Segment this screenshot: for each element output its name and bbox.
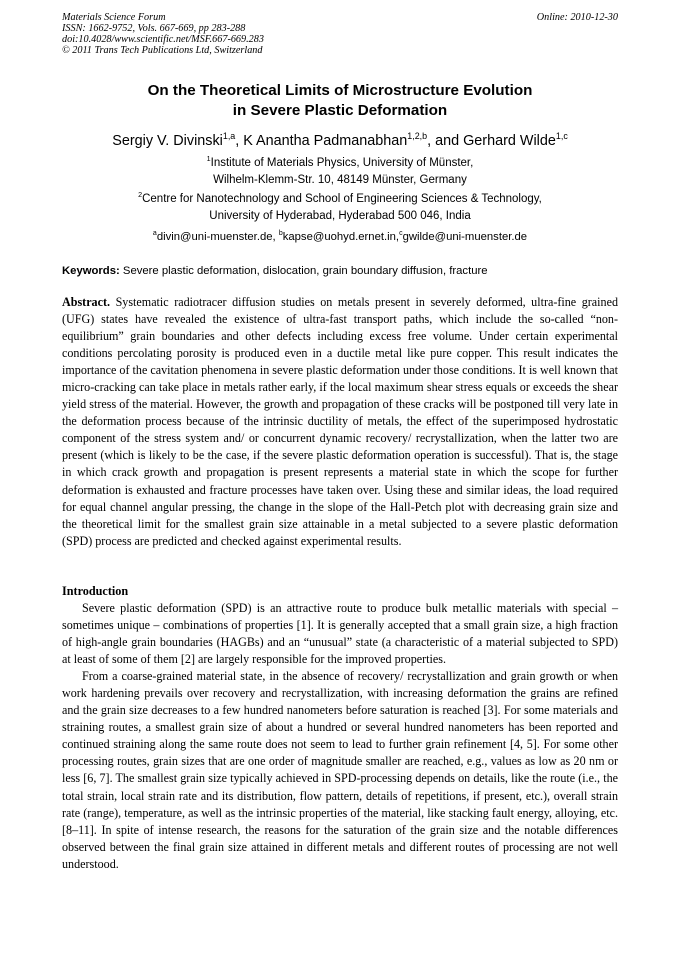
affiliation-2-line-1: Centre for Nanotechnology and School of Engineering Sciences & Technology,	[142, 193, 542, 205]
email-b: kapse@uohyd.ernet.in,	[282, 231, 400, 243]
author-3-affil: 1,c	[555, 131, 568, 142]
email-c: gwilde@uni-muenster.de	[402, 231, 528, 243]
author-emails	[62, 230, 618, 245]
author-3: Gerhard Wilde	[463, 133, 556, 149]
affiliation-2	[62, 191, 618, 225]
author-1-affil: 1,a	[222, 131, 236, 142]
abstract-label: Abstract.	[62, 295, 111, 309]
affiliation-2-line-2: University of Hyderabad, Hyderabad 500 046, India	[209, 210, 471, 222]
keywords-text: Severe plastic deformation, dislocation, grain boundary diffusion, fracture	[119, 265, 488, 277]
author-1: Sergiy V. Divinski	[112, 133, 223, 149]
email-a: divin@uni-muenster.de,	[156, 231, 279, 243]
journal-header	[62, 12, 618, 56]
introduction-paragraph-2: From a coarse-grained material state, in the absence of recovery/ recrystallization and grain growth or when work hardening prevails over recovery and recrystallization, with increasing deformation the grains are refined and the grain size decreases to a few hundred nanometers before saturation is reached [3]. For some materials and straining routes, a smallest grain size of about a hundred or several hundred nanometers has been reported and continued straining along the same route does not seem to lead to further grain refinement [4, 5]. For some other processing routes, grain sizes that are one order of magnitude smaller are reached, e.g., values as low as 20 nm or less [6, 7]. The smallest grain size typically achieved in SPD-processing depends on details, like the route (i.e., the total strain, local strain rate and its distribution, flow pattern, details of repetitions, if present, etc.), overall strain rate (range), temperature, as well as the intrinsic properties of the material, like stacking fault energy, alloying, etc. [8–11]. In spite of intense research, the reasons for the saturation of the grain size and the notable differences observed between the final grain size attained in different metals and different routes of processing are not well understood.	[62, 669, 618, 871]
introduction-paragraph-1: Severe plastic deformation (SPD) is an attractive route to produce bulk metallic materials with special – sometimes unique – combinations of properties [1]. It is generally accepted that a small grain size, a high fraction of high-angle grain boundaries (HAGBs) and an “unusual” state (a characteristic of a material subjected to SPD) at least of some of them [2] are largely responsible for the improved properties.	[62, 601, 618, 667]
keywords	[62, 264, 618, 279]
online-date: Online: 2010-12-30	[536, 12, 618, 23]
copyright-line: © 2011 Trans Tech Publications Ltd, Switzerland	[62, 45, 263, 56]
journal-name: Materials Science Forum	[62, 12, 166, 23]
affiliation-1	[62, 155, 618, 189]
author-sep-2: , and	[427, 133, 464, 149]
doi-line: doi:10.4028/www.scientific.net/MSF.667-669.283	[62, 34, 264, 45]
author-list	[62, 132, 618, 150]
affiliation-1-line-2: Wilhelm-Klemm-Str. 10, 48149 Münster, Germany	[213, 174, 467, 186]
abstract-text: Systematic radiotracer diffusion studies on metals present in severely deformed, ultra-fine grained (UFG) states have revealed the existence of ultra-fast transport paths, which include the so-called “non-equilibrium” grain boundaries and other defects including excess free volume. Under certain experimental conditions percolating porosity is produced even in a ductile metal like pure copper. This result indicates the importance of the cavitation phenomena in severe plastic deformation under those conditions. It is well known that micro-cracking can take place in metals rather early, if the local maximum shear stress equals or exceeds the shear yield stress of the material. However, the growth and propagation of these cracks will be postponed till very late in the deformation process because of the intrinsic ductility of metals, the effect of the superimposed hydrostatic component of the stress system and/ or concurrent dynamic recovery/ recrystallization, when the latter two are present (which is likely to be the case, if the severe plastic deformation operation is successful). That is, the stage in which crack growth and propagation is present represents a material state in which the scope for further deformation is exhausted and fracture processes have taken over. Using these and similar ideas, the load required for equal channel angular pressing, the change in the slope of the Hall-Petch plot with decreasing grain size and the theoretical limit for the smallest grain size attainable in a metal subjected to a severe plastic deformation (SPD) process are predicted and checked against experimental results.	[62, 295, 618, 548]
title-line-2: in Severe Plastic Deformation	[232, 102, 448, 119]
affiliation-1-mark: 1	[206, 155, 211, 164]
paper-title	[62, 81, 618, 121]
email-b-mark: b	[278, 230, 283, 238]
keywords-label: Keywords:	[62, 265, 120, 277]
title-line-1: On the Theoretical Limits of Microstructure Evolution	[147, 82, 533, 99]
introduction-section	[62, 583, 618, 873]
email-a-mark: a	[152, 230, 157, 238]
issn-line: ISSN: 1662-9752, Vols. 667-669, pp 283-288	[62, 23, 246, 34]
affiliation-2-mark: 2	[138, 191, 143, 200]
author-2: K Anantha Padmanabhan	[243, 133, 408, 149]
abstract	[62, 294, 618, 550]
author-2-affil: 1,2,b	[407, 131, 428, 142]
introduction-heading: Introduction	[62, 584, 129, 598]
affiliation-1-line-1: Institute of Materials Physics, University of Münster,	[210, 157, 474, 169]
author-sep-1: ,	[235, 133, 244, 149]
email-c-mark: c	[399, 230, 403, 238]
